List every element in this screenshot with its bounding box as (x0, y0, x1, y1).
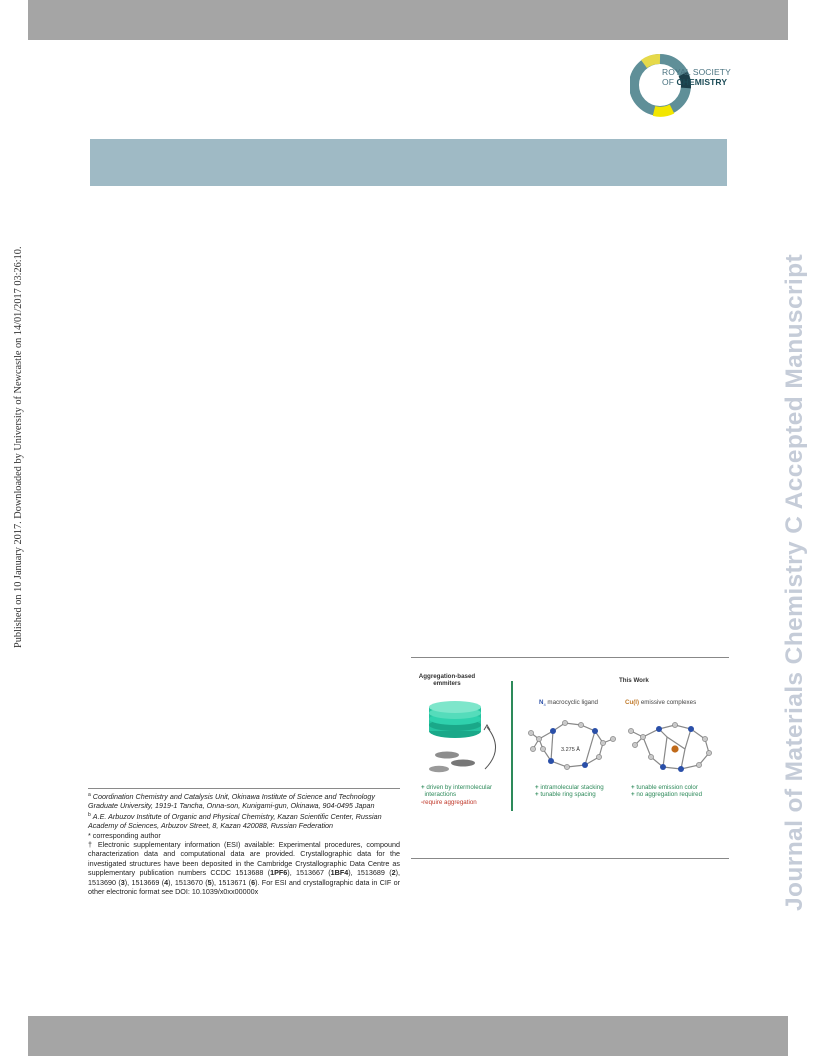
top-grey-bar (28, 0, 788, 40)
esi-text-1: † Electronic supplementary information (ESI) available: Experimental procedures, compound characterization data and computational data are provided. Crystallographic data for the investigated structures have been deposited in the Cambridge Crystallographic Data Centre as supplementary publication numbers CCDC 1513688 ( (88, 840, 400, 878)
logo-line-3: CHEMISTRY (676, 77, 728, 87)
toc-left-title-1: Aggregation-based (418, 673, 476, 680)
toc-mid-bullets (535, 784, 635, 799)
macrocycle-structure (523, 709, 619, 777)
right-pro-1-text: tunable emission color (636, 784, 698, 791)
toc-right-bullets (631, 784, 729, 799)
mid-pro-2-text: tunable ring spacing (540, 791, 596, 799)
ligand-prefix: N (539, 699, 544, 706)
esi-cmpd-4: 4 (164, 877, 169, 887)
bottom-grey-bar (28, 1016, 788, 1056)
right-pro-1 (631, 784, 729, 791)
footnote-corresponding: * corresponding author (88, 830, 161, 840)
toc-left-title-2: emmiters (433, 680, 461, 688)
esi-cmpd-3: 3 (120, 877, 125, 887)
mid-plus-2: + (535, 791, 539, 799)
journal-watermark (777, 145, 811, 915)
toc-right-title: This Work (619, 677, 649, 684)
toc-complex-label (625, 699, 696, 706)
journal-watermark-text: Journal of Materials Chemistry C Accepted Manuscript (781, 253, 808, 911)
logo-line-2: OF (662, 77, 675, 87)
mid-pro-1-text: intramolecular stacking (540, 784, 604, 791)
ligand-sub: 4 (543, 702, 546, 708)
toc-rule-bottom (411, 858, 729, 859)
left-con (421, 799, 511, 806)
distance-label: 3.275 Å (561, 747, 580, 753)
footnote-esi (88, 840, 400, 896)
esi-cmpd-6: 6 (251, 877, 256, 887)
footnote-b (88, 812, 400, 831)
publication-sidenote-text: Published on 10 January 2017. Downloaded by University of Newcastle on 14/01/2017 03:26:10. (13, 246, 24, 648)
toc-left-bullets (421, 784, 511, 806)
logo-ring-yellow (644, 59, 660, 64)
esi-text-8: ). For ESI and crystallographic data in CIF or other electronic format see DOI: 10.1039/x0xx00000x (88, 877, 401, 897)
esi-cmpd-1bf4: 1BF4 (330, 868, 349, 878)
copper-complex-structure (623, 709, 723, 777)
footnote-a-text: Coordination Chemistry and Catalysis Unit, Okinawa Institute of Science and Technology Graduate University, 1919-1 Tancha, Onna-son, Kunigami-gun, Okinawa, 904-0495 Japan (88, 792, 375, 811)
right-plus-2: + (631, 791, 635, 799)
toc-left-title (417, 673, 477, 688)
left-pro-plus: + (421, 784, 425, 791)
complex-rest: emissive complexes (639, 699, 697, 706)
footnote-b-marker: b (88, 811, 91, 818)
esi-cmpd-2: 2 (391, 868, 396, 878)
esi-cmpd-5: 5 (207, 877, 212, 887)
mid-pro-2 (535, 791, 635, 798)
mid-pro-1 (535, 784, 635, 791)
esi-text-2: ), 1513667 ( (287, 868, 331, 878)
left-pro-2: interactions (424, 791, 457, 799)
right-pro-2-text: no aggregation required (636, 791, 703, 799)
esi-text-3: ), 1513689 ( (348, 868, 392, 878)
ligand-rest: macrocyclic ligand (545, 699, 598, 706)
footnote-a (88, 792, 400, 811)
esi-text-4: ), 1513690 ( (88, 868, 401, 887)
footnote-a-marker: a (88, 792, 91, 798)
right-pro-2 (631, 791, 729, 798)
esi-text-6: ), 1513670 ( (168, 877, 208, 887)
esi-text-7: ), 1513671 ( (211, 877, 252, 887)
aggregation-illustration (425, 699, 511, 779)
footnotes (88, 792, 400, 896)
left-pro-1: driven by intermolecular (426, 784, 493, 791)
toc-graphic (411, 665, 729, 813)
toc-ligand-label (539, 699, 598, 709)
complex-prefix: Cu(I) (625, 699, 640, 706)
esi-text-5: ), 1513669 ( (124, 877, 165, 887)
publication-sidenote (13, 228, 26, 648)
logo-line-1: ROYAL SOCIETY (662, 67, 731, 77)
logo-ring-yellow2 (654, 109, 672, 112)
footnote-rule (88, 788, 400, 789)
left-con-text: require aggregation (423, 798, 477, 806)
header-band (90, 139, 727, 186)
esi-cmpd-1pf6: 1PF6 (270, 868, 288, 878)
left-con-minus: - (421, 798, 424, 806)
left-pro (421, 784, 511, 799)
logo-wordmark (662, 67, 731, 87)
right-plus-1: + (631, 784, 635, 791)
toc-rule-top (411, 657, 729, 658)
footnote-b-text: A.E. Arbuzov Institute of Organic and Physical Chemistry, Kazan Scientific Center, Russian Academy of Sciences, Arbuzov Street, 8, Kazan 420088, Russian Federation (88, 811, 382, 831)
mid-plus-1: + (535, 784, 539, 791)
toc-divider (511, 681, 513, 811)
